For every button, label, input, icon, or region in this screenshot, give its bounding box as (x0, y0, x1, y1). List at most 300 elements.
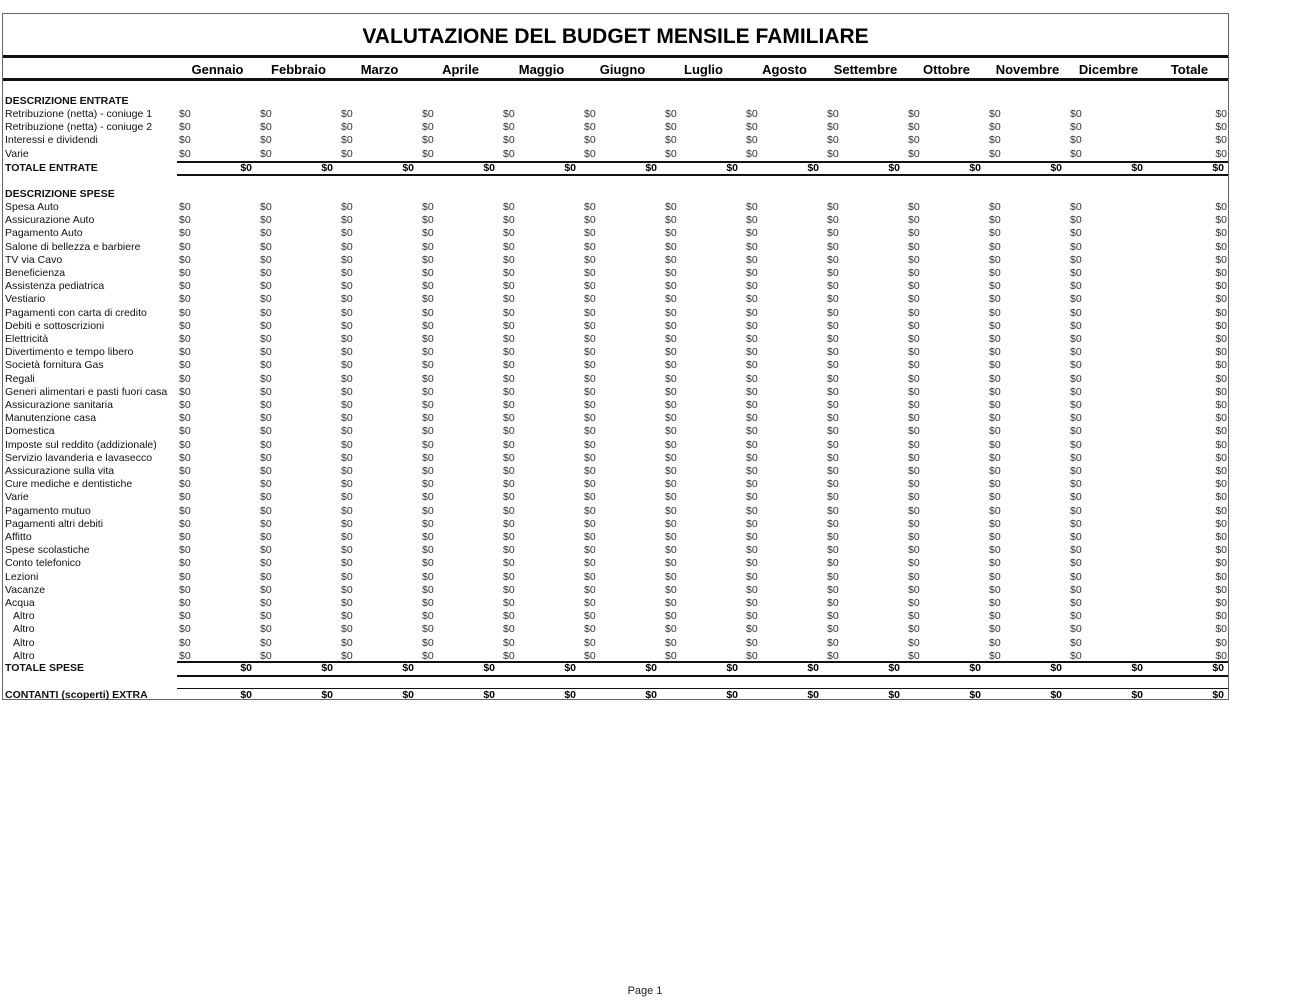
value-cell[interactable]: $0 (179, 570, 191, 583)
value-cell[interactable]: $0 (665, 504, 677, 517)
value-cell[interactable]: $0 (665, 293, 677, 306)
value-cell[interactable]: $0 (422, 465, 434, 477)
value-cell[interactable]: $0 (908, 623, 920, 636)
value-cell[interactable]: $0 (989, 147, 1001, 160)
value-cell[interactable]: $0 (503, 385, 515, 398)
value-cell[interactable]: $0 (260, 451, 272, 464)
value-cell[interactable]: $0 (827, 649, 839, 662)
value-cell[interactable]: $0 (179, 425, 191, 438)
value-cell[interactable]: $0 (665, 319, 677, 332)
value-cell[interactable]: $0 (1070, 280, 1082, 293)
value-cell[interactable]: $0 (341, 346, 353, 359)
value-cell[interactable]: $0 (584, 333, 596, 345)
value-cell[interactable]: $0 (1215, 214, 1227, 227)
value-cell[interactable]: $0 (827, 412, 839, 425)
value-cell[interactable]: $0 (665, 267, 677, 279)
value-cell[interactable]: $0 (503, 623, 515, 636)
value-cell[interactable]: $0 (908, 438, 920, 451)
value-cell[interactable]: $0 (827, 636, 839, 649)
value-cell[interactable]: $0 (584, 544, 596, 557)
value-cell[interactable]: $0 (179, 583, 191, 596)
value-cell[interactable]: $0 (179, 412, 191, 425)
value-cell[interactable]: $0 (503, 570, 515, 583)
value-cell[interactable]: $0 (746, 267, 758, 279)
value-cell[interactable]: $0 (584, 623, 596, 636)
value-cell[interactable]: $0 (746, 293, 758, 306)
value-cell[interactable]: $0 (1215, 597, 1227, 609)
value-cell[interactable]: $0 (665, 214, 677, 227)
value-cell[interactable]: $0 (422, 610, 434, 623)
value-cell[interactable]: $0 (422, 359, 434, 372)
value-cell[interactable]: $0 (584, 465, 596, 477)
value-cell[interactable]: $0 (584, 636, 596, 649)
value-cell[interactable]: $0 (341, 623, 353, 636)
value-cell[interactable]: $0 (1215, 478, 1227, 491)
value-cell[interactable]: $0 (179, 346, 191, 359)
value-cell[interactable]: $0 (665, 623, 677, 636)
value-cell[interactable]: $0 (341, 333, 353, 345)
value-cell[interactable]: $0 (1070, 465, 1082, 477)
value-cell[interactable]: $0 (422, 385, 434, 398)
value-cell[interactable]: $0 (665, 333, 677, 345)
value-cell[interactable]: $0 (503, 253, 515, 266)
value-cell[interactable]: $0 (422, 280, 434, 293)
value-cell[interactable]: $0 (260, 372, 272, 385)
value-cell[interactable]: $0 (1070, 478, 1082, 491)
value-cell[interactable]: $0 (1215, 108, 1227, 120)
value-cell[interactable]: $0 (908, 108, 920, 120)
value-cell[interactable]: $0 (1215, 491, 1227, 504)
value-cell[interactable]: $0 (827, 121, 839, 134)
value-cell[interactable]: $0 (908, 214, 920, 227)
value-cell[interactable]: $0 (584, 201, 596, 213)
value-cell[interactable]: $0 (989, 253, 1001, 266)
value-cell[interactable]: $0 (341, 504, 353, 517)
value-cell[interactable]: $0 (260, 333, 272, 345)
value-cell[interactable]: $0 (341, 253, 353, 266)
value-cell[interactable]: $0 (908, 280, 920, 293)
value-cell[interactable]: $0 (665, 531, 677, 543)
value-cell[interactable]: $0 (341, 465, 353, 477)
value-cell[interactable]: $0 (746, 425, 758, 438)
value-cell[interactable]: $0 (989, 267, 1001, 279)
value-cell[interactable]: $0 (422, 372, 434, 385)
value-cell[interactable]: $0 (1215, 649, 1227, 662)
value-cell[interactable]: $0 (908, 293, 920, 306)
value-cell[interactable]: $0 (179, 649, 191, 662)
value-cell[interactable]: $0 (260, 293, 272, 306)
value-cell[interactable]: $0 (1070, 293, 1082, 306)
value-cell[interactable]: $0 (665, 557, 677, 570)
value-cell[interactable]: $0 (827, 240, 839, 253)
value-cell[interactable]: $0 (584, 346, 596, 359)
value-cell[interactable]: $0 (179, 636, 191, 649)
value-cell[interactable]: $0 (908, 267, 920, 279)
value-cell[interactable]: $0 (179, 517, 191, 530)
value-cell[interactable]: $0 (908, 359, 920, 372)
value-cell[interactable]: $0 (1215, 544, 1227, 557)
value-cell[interactable]: $0 (827, 306, 839, 319)
value-cell[interactable]: $0 (341, 570, 353, 583)
value-cell[interactable]: $0 (989, 372, 1001, 385)
value-cell[interactable]: $0 (260, 478, 272, 491)
value-cell[interactable]: $0 (1070, 583, 1082, 596)
value-cell[interactable]: $0 (179, 438, 191, 451)
value-cell[interactable]: $0 (584, 306, 596, 319)
value-cell[interactable]: $0 (989, 240, 1001, 253)
value-cell[interactable]: $0 (584, 240, 596, 253)
value-cell[interactable]: $0 (584, 557, 596, 570)
value-cell[interactable]: $0 (989, 570, 1001, 583)
value-cell[interactable]: $0 (584, 451, 596, 464)
value-cell[interactable]: $0 (584, 597, 596, 609)
value-cell[interactable]: $0 (179, 240, 191, 253)
value-cell[interactable]: $0 (422, 623, 434, 636)
value-cell[interactable]: $0 (908, 412, 920, 425)
value-cell[interactable]: $0 (503, 293, 515, 306)
value-cell[interactable]: $0 (179, 597, 191, 609)
value-cell[interactable]: $0 (989, 544, 1001, 557)
value-cell[interactable]: $0 (1070, 227, 1082, 240)
value-cell[interactable]: $0 (989, 649, 1001, 662)
value-cell[interactable]: $0 (260, 399, 272, 411)
value-cell[interactable]: $0 (422, 636, 434, 649)
value-cell[interactable]: $0 (503, 636, 515, 649)
value-cell[interactable]: $0 (341, 201, 353, 213)
value-cell[interactable]: $0 (422, 134, 434, 147)
value-cell[interactable]: $0 (746, 227, 758, 240)
value-cell[interactable]: $0 (989, 399, 1001, 411)
value-cell[interactable]: $0 (908, 636, 920, 649)
value-cell[interactable]: $0 (908, 385, 920, 398)
value-cell[interactable]: $0 (179, 385, 191, 398)
value-cell[interactable]: $0 (341, 649, 353, 662)
value-cell[interactable]: $0 (989, 425, 1001, 438)
value-cell[interactable]: $0 (746, 121, 758, 134)
value-cell[interactable]: $0 (746, 214, 758, 227)
value-cell[interactable]: $0 (827, 108, 839, 120)
value-cell[interactable]: $0 (989, 451, 1001, 464)
value-cell[interactable]: $0 (1215, 293, 1227, 306)
value-cell[interactable]: $0 (665, 583, 677, 596)
value-cell[interactable]: $0 (665, 438, 677, 451)
value-cell[interactable]: $0 (908, 610, 920, 623)
value-cell[interactable]: $0 (746, 478, 758, 491)
value-cell[interactable]: $0 (1070, 201, 1082, 213)
value-cell[interactable]: $0 (260, 438, 272, 451)
value-cell[interactable]: $0 (584, 134, 596, 147)
value-cell[interactable]: $0 (665, 134, 677, 147)
value-cell[interactable]: $0 (179, 451, 191, 464)
value-cell[interactable]: $0 (179, 121, 191, 134)
value-cell[interactable]: $0 (179, 227, 191, 240)
value-cell[interactable]: $0 (1070, 319, 1082, 332)
value-cell[interactable]: $0 (584, 253, 596, 266)
value-cell[interactable]: $0 (665, 636, 677, 649)
value-cell[interactable]: $0 (746, 465, 758, 477)
value-cell[interactable]: $0 (503, 465, 515, 477)
value-cell[interactable]: $0 (746, 610, 758, 623)
value-cell[interactable]: $0 (908, 597, 920, 609)
value-cell[interactable]: $0 (341, 425, 353, 438)
value-cell[interactable]: $0 (179, 372, 191, 385)
value-cell[interactable]: $0 (260, 517, 272, 530)
value-cell[interactable]: $0 (422, 121, 434, 134)
value-cell[interactable]: $0 (746, 451, 758, 464)
value-cell[interactable]: $0 (422, 214, 434, 227)
value-cell[interactable]: $0 (908, 478, 920, 491)
value-cell[interactable]: $0 (746, 333, 758, 345)
value-cell[interactable]: $0 (665, 306, 677, 319)
value-cell[interactable]: $0 (665, 201, 677, 213)
value-cell[interactable]: $0 (422, 597, 434, 609)
value-cell[interactable]: $0 (260, 214, 272, 227)
value-cell[interactable]: $0 (179, 504, 191, 517)
value-cell[interactable]: $0 (1215, 253, 1227, 266)
value-cell[interactable]: $0 (827, 623, 839, 636)
value-cell[interactable]: $0 (989, 597, 1001, 609)
value-cell[interactable]: $0 (1215, 319, 1227, 332)
value-cell[interactable]: $0 (503, 451, 515, 464)
value-cell[interactable]: $0 (746, 108, 758, 120)
value-cell[interactable]: $0 (422, 147, 434, 160)
value-cell[interactable]: $0 (260, 610, 272, 623)
value-cell[interactable]: $0 (503, 306, 515, 319)
value-cell[interactable]: $0 (908, 544, 920, 557)
value-cell[interactable]: $0 (665, 649, 677, 662)
value-cell[interactable]: $0 (827, 359, 839, 372)
value-cell[interactable]: $0 (1215, 399, 1227, 411)
value-cell[interactable]: $0 (179, 306, 191, 319)
value-cell[interactable]: $0 (827, 570, 839, 583)
value-cell[interactable]: $0 (746, 570, 758, 583)
value-cell[interactable]: $0 (1215, 240, 1227, 253)
value-cell[interactable]: $0 (503, 649, 515, 662)
value-cell[interactable]: $0 (1070, 636, 1082, 649)
value-cell[interactable]: $0 (341, 438, 353, 451)
value-cell[interactable]: $0 (179, 280, 191, 293)
value-cell[interactable]: $0 (260, 267, 272, 279)
value-cell[interactable]: $0 (908, 201, 920, 213)
value-cell[interactable]: $0 (260, 557, 272, 570)
value-cell[interactable]: $0 (665, 280, 677, 293)
value-cell[interactable]: $0 (584, 438, 596, 451)
value-cell[interactable]: $0 (179, 201, 191, 213)
value-cell[interactable]: $0 (584, 412, 596, 425)
value-cell[interactable]: $0 (503, 346, 515, 359)
value-cell[interactable]: $0 (908, 557, 920, 570)
value-cell[interactable]: $0 (503, 531, 515, 543)
value-cell[interactable]: $0 (989, 412, 1001, 425)
value-cell[interactable]: $0 (341, 385, 353, 398)
value-cell[interactable]: $0 (1215, 147, 1227, 160)
value-cell[interactable]: $0 (665, 108, 677, 120)
value-cell[interactable]: $0 (260, 346, 272, 359)
value-cell[interactable]: $0 (1215, 465, 1227, 477)
value-cell[interactable]: $0 (503, 478, 515, 491)
value-cell[interactable]: $0 (1070, 425, 1082, 438)
value-cell[interactable]: $0 (179, 253, 191, 266)
value-cell[interactable]: $0 (179, 610, 191, 623)
value-cell[interactable]: $0 (584, 280, 596, 293)
value-cell[interactable]: $0 (989, 557, 1001, 570)
value-cell[interactable]: $0 (260, 240, 272, 253)
value-cell[interactable]: $0 (746, 583, 758, 596)
value-cell[interactable]: $0 (341, 227, 353, 240)
value-cell[interactable]: $0 (665, 478, 677, 491)
value-cell[interactable]: $0 (746, 201, 758, 213)
value-cell[interactable]: $0 (665, 425, 677, 438)
value-cell[interactable]: $0 (260, 544, 272, 557)
value-cell[interactable]: $0 (341, 636, 353, 649)
value-cell[interactable]: $0 (341, 240, 353, 253)
value-cell[interactable]: $0 (989, 438, 1001, 451)
value-cell[interactable]: $0 (584, 649, 596, 662)
value-cell[interactable]: $0 (260, 491, 272, 504)
value-cell[interactable]: $0 (989, 134, 1001, 147)
value-cell[interactable]: $0 (260, 412, 272, 425)
value-cell[interactable]: $0 (1215, 531, 1227, 543)
value-cell[interactable]: $0 (1215, 227, 1227, 240)
value-cell[interactable]: $0 (989, 478, 1001, 491)
value-cell[interactable]: $0 (1215, 412, 1227, 425)
value-cell[interactable]: $0 (422, 227, 434, 240)
value-cell[interactable]: $0 (746, 412, 758, 425)
value-cell[interactable]: $0 (908, 451, 920, 464)
value-cell[interactable]: $0 (179, 491, 191, 504)
value-cell[interactable]: $0 (989, 359, 1001, 372)
value-cell[interactable]: $0 (260, 570, 272, 583)
value-cell[interactable]: $0 (584, 121, 596, 134)
value-cell[interactable]: $0 (1215, 504, 1227, 517)
value-cell[interactable]: $0 (422, 451, 434, 464)
value-cell[interactable]: $0 (1215, 570, 1227, 583)
value-cell[interactable]: $0 (827, 147, 839, 160)
value-cell[interactable]: $0 (665, 544, 677, 557)
value-cell[interactable]: $0 (746, 531, 758, 543)
value-cell[interactable]: $0 (908, 319, 920, 332)
value-cell[interactable]: $0 (179, 399, 191, 411)
value-cell[interactable]: $0 (584, 491, 596, 504)
value-cell[interactable]: $0 (422, 267, 434, 279)
value-cell[interactable]: $0 (746, 306, 758, 319)
value-cell[interactable]: $0 (341, 531, 353, 543)
value-cell[interactable]: $0 (827, 531, 839, 543)
value-cell[interactable]: $0 (1215, 121, 1227, 134)
value-cell[interactable]: $0 (665, 465, 677, 477)
value-cell[interactable]: $0 (341, 517, 353, 530)
value-cell[interactable]: $0 (260, 531, 272, 543)
value-cell[interactable]: $0 (746, 517, 758, 530)
value-cell[interactable]: $0 (584, 517, 596, 530)
value-cell[interactable]: $0 (341, 610, 353, 623)
value-cell[interactable]: $0 (503, 214, 515, 227)
value-cell[interactable]: $0 (1070, 306, 1082, 319)
value-cell[interactable]: $0 (1215, 451, 1227, 464)
value-cell[interactable]: $0 (503, 597, 515, 609)
value-cell[interactable]: $0 (1215, 201, 1227, 213)
value-cell[interactable]: $0 (1070, 372, 1082, 385)
value-cell[interactable]: $0 (422, 201, 434, 213)
value-cell[interactable]: $0 (503, 201, 515, 213)
value-cell[interactable]: $0 (179, 214, 191, 227)
value-cell[interactable]: $0 (1070, 504, 1082, 517)
value-cell[interactable]: $0 (260, 280, 272, 293)
value-cell[interactable]: $0 (908, 253, 920, 266)
value-cell[interactable]: $0 (827, 134, 839, 147)
value-cell[interactable]: $0 (503, 412, 515, 425)
value-cell[interactable]: $0 (1215, 134, 1227, 147)
value-cell[interactable]: $0 (179, 359, 191, 372)
value-cell[interactable]: $0 (1070, 557, 1082, 570)
value-cell[interactable]: $0 (503, 517, 515, 530)
value-cell[interactable]: $0 (908, 333, 920, 345)
value-cell[interactable]: $0 (260, 465, 272, 477)
value-cell[interactable]: $0 (908, 306, 920, 319)
value-cell[interactable]: $0 (665, 412, 677, 425)
value-cell[interactable]: $0 (341, 147, 353, 160)
value-cell[interactable]: $0 (179, 108, 191, 120)
value-cell[interactable]: $0 (1215, 267, 1227, 279)
value-cell[interactable]: $0 (341, 412, 353, 425)
value-cell[interactable]: $0 (179, 465, 191, 477)
value-cell[interactable]: $0 (422, 333, 434, 345)
value-cell[interactable]: $0 (665, 610, 677, 623)
value-cell[interactable]: $0 (584, 610, 596, 623)
value-cell[interactable]: $0 (260, 636, 272, 649)
value-cell[interactable]: $0 (179, 544, 191, 557)
value-cell[interactable]: $0 (989, 201, 1001, 213)
value-cell[interactable]: $0 (341, 478, 353, 491)
value-cell[interactable]: $0 (584, 108, 596, 120)
value-cell[interactable]: $0 (746, 359, 758, 372)
value-cell[interactable]: $0 (341, 293, 353, 306)
value-cell[interactable]: $0 (1215, 372, 1227, 385)
value-cell[interactable]: $0 (503, 583, 515, 596)
value-cell[interactable]: $0 (503, 108, 515, 120)
value-cell[interactable]: $0 (908, 227, 920, 240)
value-cell[interactable]: $0 (1215, 636, 1227, 649)
value-cell[interactable]: $0 (908, 134, 920, 147)
value-cell[interactable]: $0 (584, 267, 596, 279)
value-cell[interactable]: $0 (503, 425, 515, 438)
value-cell[interactable]: $0 (989, 319, 1001, 332)
value-cell[interactable]: $0 (584, 359, 596, 372)
value-cell[interactable]: $0 (422, 478, 434, 491)
value-cell[interactable]: $0 (746, 649, 758, 662)
value-cell[interactable]: $0 (1070, 649, 1082, 662)
value-cell[interactable]: $0 (341, 134, 353, 147)
value-cell[interactable]: $0 (260, 121, 272, 134)
value-cell[interactable]: $0 (746, 319, 758, 332)
value-cell[interactable]: $0 (827, 425, 839, 438)
value-cell[interactable]: $0 (827, 319, 839, 332)
value-cell[interactable]: $0 (341, 267, 353, 279)
value-cell[interactable]: $0 (1070, 240, 1082, 253)
value-cell[interactable]: $0 (746, 438, 758, 451)
value-cell[interactable]: $0 (422, 531, 434, 543)
value-cell[interactable]: $0 (665, 346, 677, 359)
value-cell[interactable]: $0 (1070, 438, 1082, 451)
value-cell[interactable]: $0 (1215, 306, 1227, 319)
value-cell[interactable]: $0 (989, 623, 1001, 636)
value-cell[interactable]: $0 (422, 240, 434, 253)
value-cell[interactable]: $0 (584, 372, 596, 385)
value-cell[interactable]: $0 (1070, 108, 1082, 120)
value-cell[interactable]: $0 (584, 385, 596, 398)
value-cell[interactable]: $0 (341, 583, 353, 596)
value-cell[interactable]: $0 (989, 214, 1001, 227)
